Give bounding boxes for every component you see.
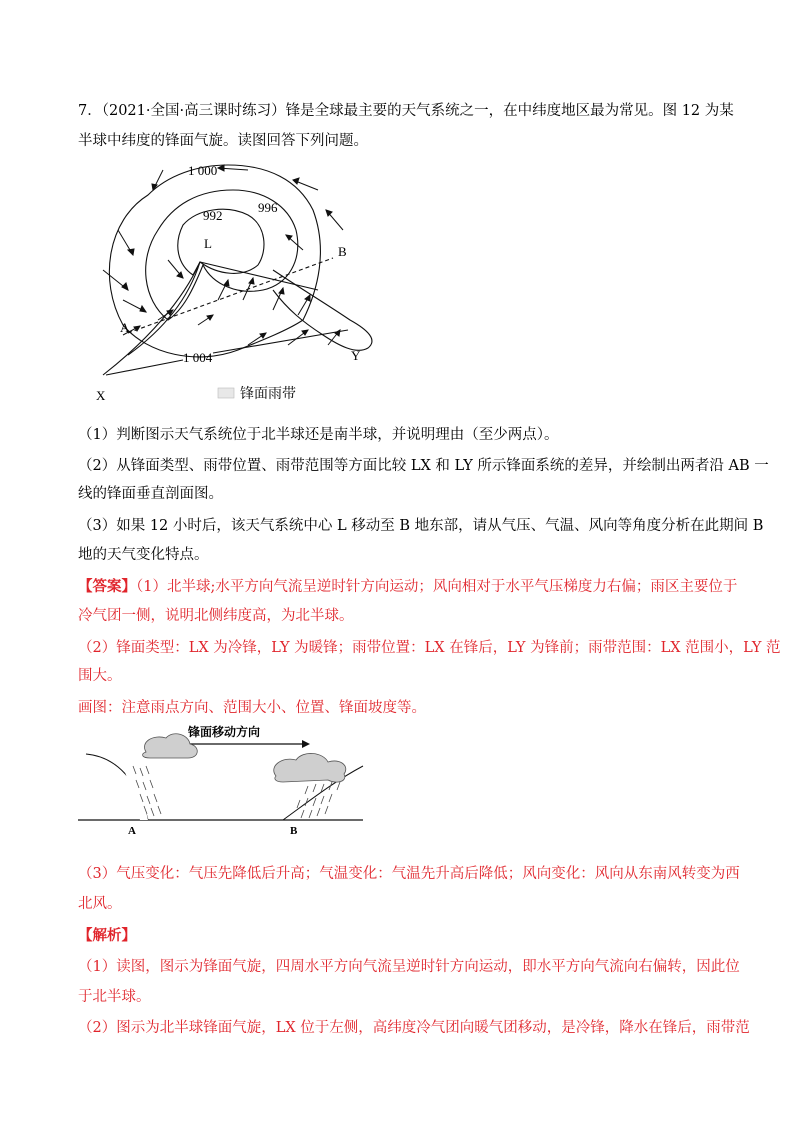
- point-y-label: Y: [351, 348, 361, 363]
- front-ly-line: [200, 262, 318, 290]
- answer-line-1: [78, 577, 738, 597]
- rain-belt-legend-caption: 锋面雨带: [240, 387, 296, 402]
- point-x-label: X: [96, 388, 106, 403]
- point-a-label: A: [120, 320, 130, 335]
- isobar-label-992: 992: [203, 208, 223, 223]
- warm-front-rain: [297, 782, 340, 818]
- question-line-1: 7．（2021·全国·高三课时练习）锋是全球最主要的天气系统之一，在中纬度地区最为常见。图 12 为某: [78, 103, 734, 119]
- answer-line-7: 北风。: [78, 896, 122, 912]
- answer-line-2: 冷气团一侧，说明北侧纬度高，为北半球。: [78, 608, 354, 624]
- section-label-a: A: [128, 825, 136, 837]
- answer-line-3: （2）锋面类型：LX 为冷锋，LY 为暖锋；雨带位置：LX 在锋后，LY 为锋前；雨带范围：LX 范围小，LY 范: [78, 640, 781, 656]
- sub-question-3: （3）如果 12 小时后，该天气系统中心 L 移动至 B 地东部，请从气压、气温、风向等角度分析在此期间 B: [78, 518, 764, 534]
- sub-question-1: （1）判断图示天气系统位于北半球还是南半球，并说明理由（至少两点）。: [78, 427, 559, 443]
- point-b-label: B: [338, 244, 347, 259]
- analysis-line-1: （1）读图，图示为锋面气旋，四周水平方向气流呈逆时针方向运动，即水平方向气流向右偏转，因此位: [78, 959, 740, 975]
- frontal-section-figure: [78, 722, 368, 838]
- front-direction-label: 锋面移动方向: [188, 725, 261, 739]
- answer-line-4: 围大。: [78, 668, 122, 684]
- section-label-b: B: [290, 825, 298, 837]
- low-pressure-label: L: [204, 236, 212, 251]
- wind-arrows: [103, 165, 343, 345]
- sub-question-2-cont: 线的锋面垂直剖面图。: [78, 486, 223, 502]
- isobar-1000: [109, 165, 320, 357]
- warm-front-cloud: [274, 753, 346, 782]
- frontal-cyclone-figure: [88, 150, 388, 410]
- analysis-tag: 【解析】: [78, 927, 136, 944]
- sub-question-2: （2）从锋面类型、雨带位置、雨带范围等方面比较 LX 和 LY 所示锋面系统的差异，并绘制出两者沿 AB 一: [78, 458, 769, 474]
- isobar-1004: [106, 360, 183, 375]
- isobar-label-1004: 1 004: [183, 350, 213, 365]
- warm-sector-tail: [273, 270, 372, 350]
- answer-text-1: （1）北半球;水平方向气流呈逆时针方向运动；风向相对于水平气压梯度力右偏；雨区主要位于: [136, 579, 738, 595]
- isobar-1004-b: [213, 330, 348, 353]
- answer-line-6: （3）气压变化：气压先降低后升高；气温变化：气温先升高后降低；风向变化：风向从东南风转变为西: [78, 866, 740, 882]
- isobar-label-996: 996: [258, 200, 278, 215]
- sub-question-3-cont: 地的天气变化特点。: [78, 547, 209, 563]
- front-direction-arrowhead: [302, 740, 310, 748]
- answer-line-5: 画图：注意雨点方向、范围大小、位置、锋面坡度等。: [78, 700, 426, 716]
- answer-tag: 【答案】: [78, 578, 136, 595]
- analysis-line-3: （2）图示为北半球锋面气旋，LX 位于左侧，高纬度冷气团向暖气团移动，是冷锋，降水在锋后，雨带范: [78, 1020, 750, 1036]
- rain-belt-legend-swatch: [218, 388, 234, 398]
- question-line-2: 半球中纬度的锋面气旋。读图回答下列问题。: [78, 133, 368, 149]
- isobar-label-1000: 1 000: [188, 163, 218, 178]
- analysis-line-2: 于北半球。: [78, 989, 151, 1005]
